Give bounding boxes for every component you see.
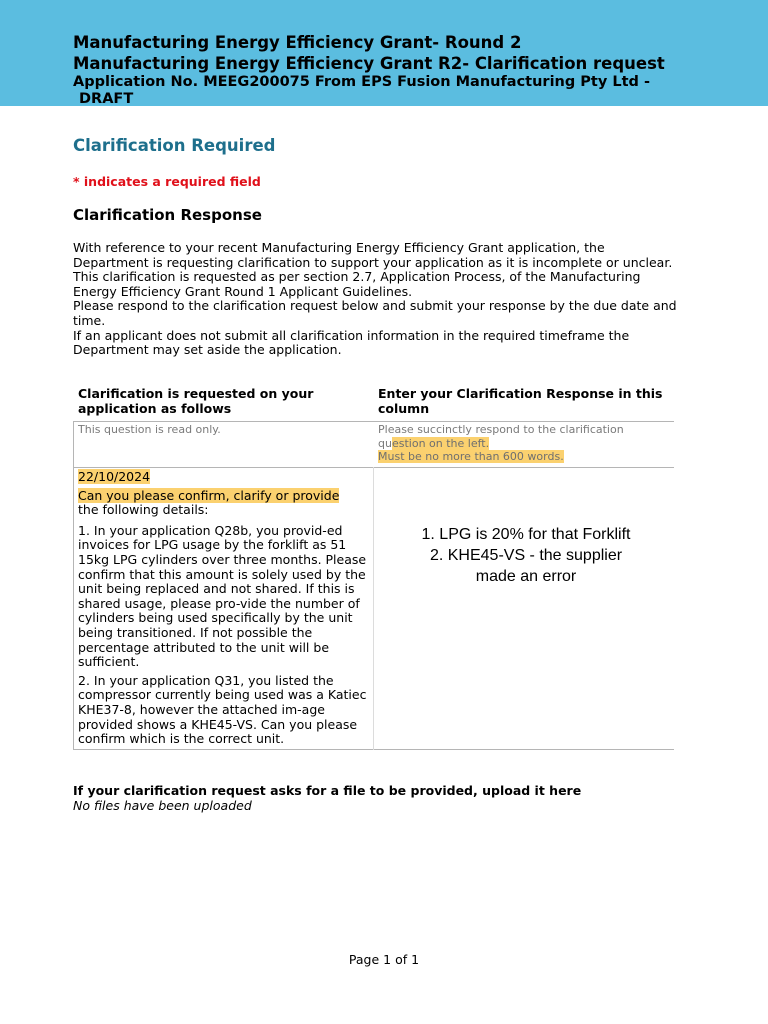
upload-status: No files have been uploaded — [73, 798, 252, 813]
table-left-border — [73, 421, 74, 750]
instruction-text: Please succinctly respond to the clarification qu — [378, 423, 624, 450]
right-column-header: Enter your Clarification Response in this column — [378, 386, 663, 416]
clarification-answer-field[interactable] — [378, 524, 674, 587]
intro-text — [73, 241, 683, 358]
request-title: Manufacturing Energy Efficiency Grant R2- Clarification request — [73, 54, 665, 73]
intro-paragraph: Please respond to the clarification request below and submit your response by the due date and time. — [73, 298, 677, 328]
grant-title: Manufacturing Energy Efficiency Grant- Round 2 — [73, 33, 522, 52]
required-field-note: * indicates a required field — [73, 174, 261, 189]
read-only-note: This question is read only. — [78, 423, 221, 436]
application-line — [73, 74, 713, 106]
application-number: Application No. MEEG200075 From EPS Fusion Manufacturing Pty Ltd - — [73, 74, 650, 90]
answer-line-2: 2. KHE45-VS - the supplier made an error — [429, 547, 623, 585]
page-number: Page 1 of 1 — [348, 952, 420, 967]
answer-line-1: 1. LPG is 20% for that Forklift — [421, 526, 631, 543]
response-instructions — [378, 423, 674, 464]
instruction-highlight: estion on the left. — [391, 436, 490, 450]
word-limit-note: Must be no more than 600 words. — [378, 450, 564, 463]
intro-paragraph: With reference to your recent Manufacturing Energy Efficiency Grant application, the Department is requesting clarification to support your application as it is incomplete or unclear. This clarification is requested as per section 2.7, Application Process, of the Manufacturing Energy Efficiency Grant Round 1 Applicant Guidelines. — [73, 240, 673, 299]
question-item-2: 2. In your application Q31, you listed the compressor currently being used was a Katiec KHE37-8, however the attached im-age provided shows a KHE45-VS. Can you please confirm which is the correct unit. — [78, 672, 367, 747]
column-divider — [373, 467, 374, 750]
intro-paragraph: If an applicant does not submit all clarification information in the required timeframe the Department may set aside the application. — [73, 327, 630, 358]
question-date: 22/10/2024 — [78, 469, 151, 484]
document-header — [0, 0, 768, 106]
clarification-response-heading: Clarification Response — [73, 206, 262, 224]
question-intro-rest: the following details: — [78, 502, 209, 518]
section-title: Clarification Required — [73, 136, 276, 155]
clarification-question — [78, 470, 372, 747]
question-item-1: 1. In your application Q28b, you provid-ed invoices for LPG usage by the forklift as 51 15kg LPG cylinders over three months. Please confirm that this amount is solely used by the unit being replaced and not shared. If this is shared usage, please pro-vide the number of cylinders being used specifically by the unit being transitioned. If not possible the percentage attributed to the unit will be sufficient. — [78, 522, 367, 670]
upload-label: If your clarification request asks for a file to be provided, upload it here — [73, 783, 582, 798]
draft-status: DRAFT — [79, 91, 134, 106]
table-top-border — [73, 421, 674, 422]
left-column-header: Clarification is requested on your application as follows — [78, 386, 314, 416]
question-intro-highlight: Can you please confirm, clarify or provide — [78, 487, 340, 503]
